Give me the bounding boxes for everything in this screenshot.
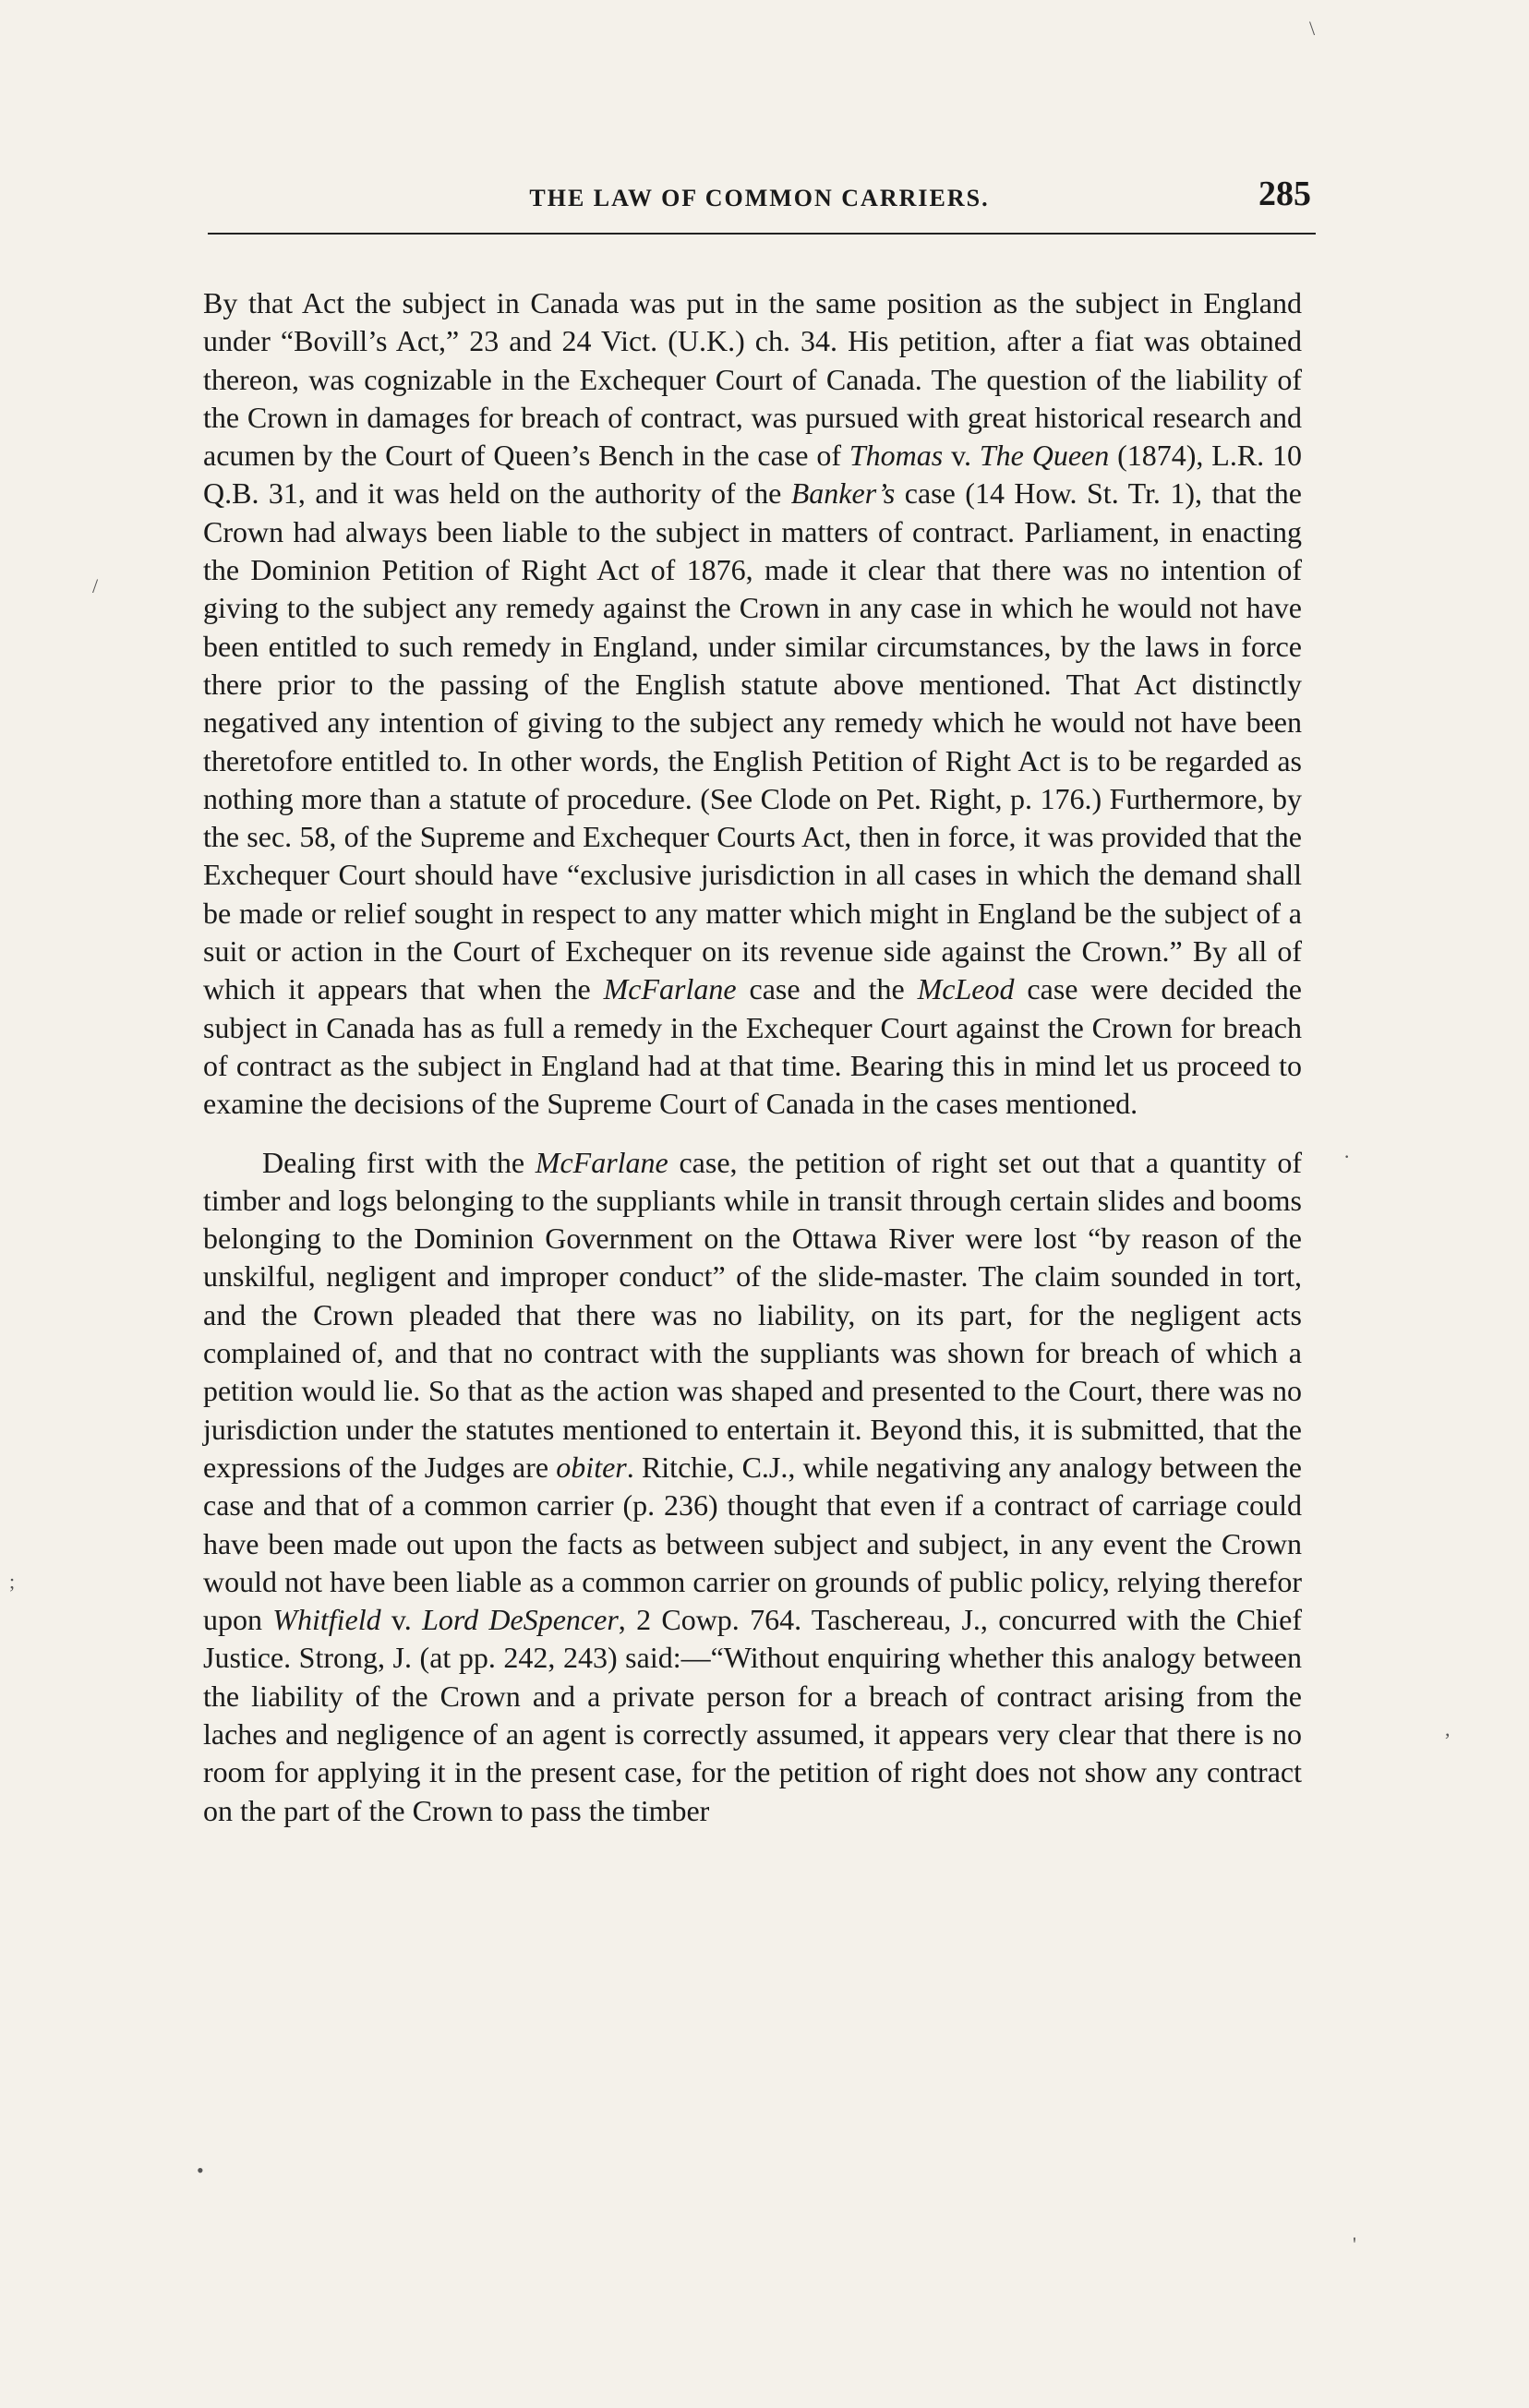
text-run: case were decided the subject in Canada has as full a remedy in the Exchequer Court against the Crown for breach of contract as the subject in England had at that time. Bearing this in mind let us proceed to examine the decisions of the Supreme Court of Canada in the cases mentioned. bbox=[203, 972, 1302, 1121]
case-name-italic: McLeod bbox=[917, 972, 1015, 1006]
running-title: THE LAW OF COMMON CARRIERS. bbox=[529, 185, 990, 211]
text-run: . Ritchie, C.J., while negativing any analogy between the case and that of a common carrier (p. 236) thought that even if a contract of carriage could have been made out upon the facts as between subject and subject, in any event the Crown would not have been liable as a common carrier on grounds of public policy, relying therefor upon bbox=[203, 1450, 1303, 1637]
text-run: Dealing first with the bbox=[262, 1145, 536, 1179]
case-name-italic: McFarlane bbox=[603, 972, 737, 1006]
header-rule bbox=[208, 233, 1316, 235]
text-run: (1874), L.R. 10 Q.B. 31, and it was held on the authority of the bbox=[203, 439, 1303, 511]
latin-term-italic: obiter bbox=[556, 1450, 627, 1484]
text-run: case, the petition of right set out that a quantity of timber and logs belonging to the suppliants while in transit through certain slides and booms belonging to the Dominion Government on the Ottawa River were lost “by reason of the unskilful, negligent and improper conduct” of the slide-master. The claim sounded in tort, and the Crown pleaded that there was no liability, on its part, for the negligent acts complained of, and that no contract with the suppliants was shown for breach of which a petition would lie. So that as the action was shaped and presented to the Court, there was no jurisdiction under the statutes mentioned to entertain it. Beyond this, it is submitted, that the expressions of the Judges are bbox=[203, 1145, 1303, 1484]
scan-speck: • bbox=[197, 2159, 204, 2182]
scan-speck: ' bbox=[1353, 2233, 1356, 2256]
case-name-italic: McFarlane bbox=[535, 1145, 668, 1179]
text-run: case and the bbox=[736, 972, 918, 1006]
body-text bbox=[203, 284, 1302, 1830]
text-run: v. bbox=[380, 1603, 423, 1637]
case-name-italic: Thomas bbox=[849, 439, 944, 473]
scan-speck: ; bbox=[9, 1570, 16, 1593]
case-name-italic: Lord DeSpencer bbox=[422, 1603, 619, 1637]
scan-speck: , bbox=[1445, 1717, 1451, 1740]
scan-speck: / bbox=[92, 574, 99, 597]
page-number: 285 bbox=[1258, 175, 1311, 213]
text-run: , 2 Cowp. 764. Taschereau, J., concurred with the Chief Justice. Strong, J. (at pp. 242, 243) said:—“Without enquiring whether this analogy between the liability of the Crown and a private person for a breach of contract arising from the laches and negligence of an agent is correctly assumed, it appears very clear that there is no room for applying it in the present case, for the petition of right does not show any contract on the part of the Crown to pass the timber bbox=[203, 1603, 1303, 1827]
text-run: By that Act the subject in Canada was put in the same position as the subject in England under “Bovill’s Act,” 23 and 24 Vict. (U.K.) ch. 34. His petition, after a fiat was obtained thereon, was cognizable in the Exchequer Court of Canada. The question of the liability of the Crown in damages for breach of contract, was pursued with great historical research and acumen by the Court of Queen’s Bench in the case of bbox=[203, 286, 1302, 473]
scan-speck: \ bbox=[1309, 17, 1316, 40]
case-name-italic: Whitfield bbox=[272, 1603, 381, 1637]
paragraph-1 bbox=[203, 284, 1302, 1124]
case-name-italic: Banker’s bbox=[790, 476, 896, 511]
text-run: case (14 How. St. Tr. 1), that the Crown had always been liable to the subject in matters of contract. Parliament, in enacting the Dominion Petition of Right Act of 1876, made it clear that there was no intention of giving to the subject any remedy against the Crown in any case in which he would not have been entitled to such remedy in England, under similar circumstances, by the laws in force there prior to the passing of the English statute above mentioned. That Act distinctly negatived any intention of giving to the subject any remedy which he would not have been theretofore entitled to. In other words, the English Petition of Right Act is to be regarded as nothing more than a statute of procedure. (See Clode on Pet. Right, p. 176.) Furthermore, by the sec. 58, of the Supreme and Exchequer Courts Act, then in force, it was provided that the Exchequer Court should have “exclusive jurisdiction in all cases in which the demand shall be made or relief sought in respect to any matter which might in England be the subject of a suit or action in the Court of Exchequer on its revenue side against the Crown.” By all of which it appears that when the bbox=[203, 476, 1303, 1006]
text-run: v. bbox=[943, 439, 980, 473]
scan-speck: · bbox=[1343, 1145, 1351, 1168]
page-header bbox=[208, 174, 1311, 225]
paragraph-2 bbox=[203, 1144, 1302, 1830]
case-name-italic: The Queen bbox=[979, 439, 1110, 473]
